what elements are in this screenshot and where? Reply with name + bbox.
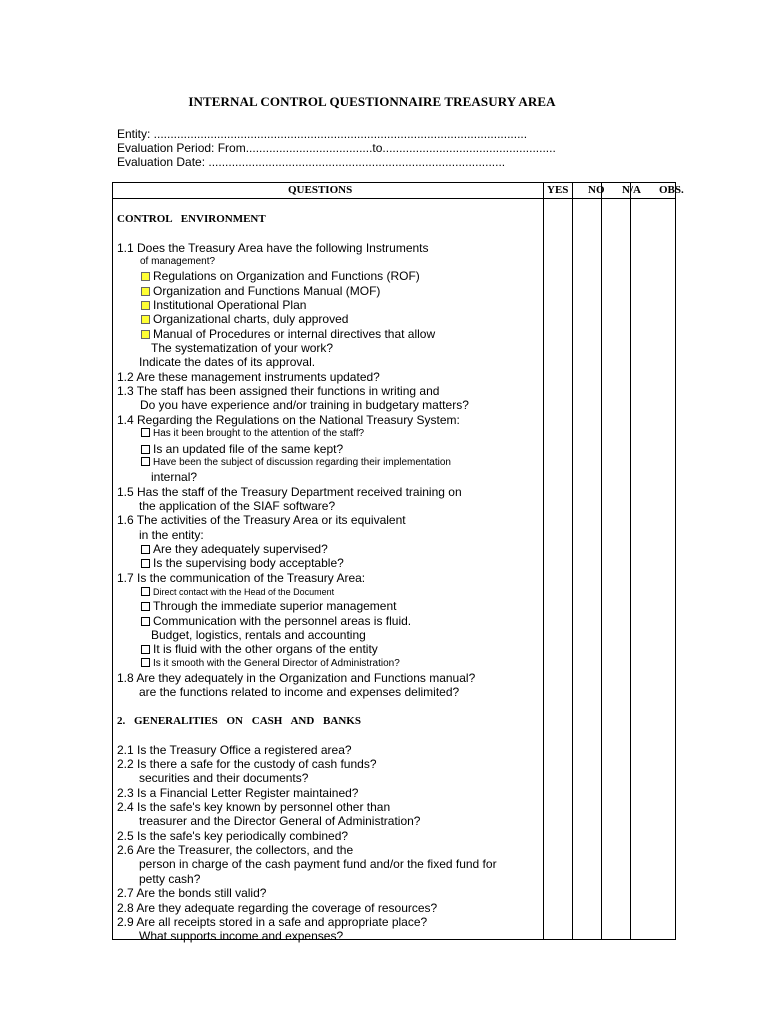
question-line: Indicate the dates of its approval. bbox=[139, 355, 316, 370]
section-heading: 2. GENERALITIES ON CASH AND BANKS bbox=[117, 715, 361, 728]
column-header-no: NO bbox=[588, 184, 605, 196]
option-label: Direct contact with the Head of the Document bbox=[153, 586, 335, 597]
option-label: Communication with the personnel areas is fluid. bbox=[153, 613, 412, 628]
question-line: 1.1 Does the Treasury Area have the following Instruments bbox=[117, 240, 429, 255]
question-line: 1.2 Are these management instruments updated? bbox=[117, 369, 380, 384]
column-divider-yes bbox=[572, 182, 573, 940]
question-line: 1.6 The activities of the Treasury Area or its equivalent bbox=[117, 513, 406, 528]
option-label: Regulations on Organization and Functions (ROF) bbox=[153, 269, 420, 284]
header-row-divider bbox=[112, 198, 676, 199]
option-label: Have been the subject of discussion regarding their implementation bbox=[153, 456, 451, 468]
question-line: 2.7 Are the bonds still valid? bbox=[117, 886, 267, 901]
question-line: 1.8 Are they adequately in the Organization and Functions manual? bbox=[117, 671, 476, 685]
question-line: 2.4 Is the safe's key known by personnel other than bbox=[117, 800, 391, 815]
column-header-yes: YES bbox=[547, 184, 569, 196]
question-line: Budget, logistics, rentals and accounting bbox=[151, 627, 366, 642]
column-divider-no bbox=[601, 182, 602, 940]
evaluation-date-line: Evaluation Date: ......................................................................................... bbox=[117, 155, 506, 169]
section-heading: CONTROL ENVIRONMENT bbox=[117, 213, 266, 225]
question-line: 2.8 Are they adequate regarding the coverage of resources? bbox=[117, 900, 438, 915]
question-line: 2.1 Is the Treasury Office a registered area? bbox=[117, 742, 352, 757]
questions-column bbox=[117, 212, 542, 944]
checkbox-icon[interactable] bbox=[141, 602, 150, 611]
checkbox-icon[interactable] bbox=[141, 272, 150, 281]
question-line: 2.2 Is there a safe for the custody of cash funds? bbox=[117, 757, 377, 772]
question-line: the application of the SIAF software? bbox=[139, 498, 336, 513]
option-label: Institutional Operational Plan bbox=[153, 298, 307, 313]
evaluation-header bbox=[117, 127, 556, 169]
question-line: 1.4 Regarding the Regulations on the National Treasury System: bbox=[117, 412, 460, 427]
column-divider-na bbox=[630, 182, 631, 940]
question-line: of management? bbox=[140, 256, 216, 268]
option-label: Manual of Procedures or internal directives that allow bbox=[153, 326, 436, 341]
question-line: 2.3 Is a Financial Letter Register maintained? bbox=[117, 785, 359, 800]
document-title: INTERNAL CONTROL QUESTIONNAIRE TREASURY AREA bbox=[188, 94, 556, 109]
option-label: Is an updated file of the same kept? bbox=[153, 441, 344, 456]
question-line: are the functions related to income and expenses delimited? bbox=[139, 685, 460, 700]
column-header-na: N/A bbox=[622, 184, 641, 196]
column-header-obs: OBS. bbox=[659, 184, 684, 196]
option-label: Organization and Functions Manual (MOF) bbox=[153, 283, 381, 298]
question-line: 2.5 Is the safe's key periodically combined? bbox=[117, 828, 349, 843]
entity-line: Entity: ................................................................................................................ bbox=[117, 127, 528, 141]
question-line: Do you have experience and/or training in budgetary matters? bbox=[140, 398, 469, 413]
evaluation-period-line: Evaluation Period: From......................................to.................................................... bbox=[117, 141, 556, 155]
option-label: It is fluid with the other organs of the entity bbox=[153, 642, 378, 657]
question-line: petty cash? bbox=[139, 871, 201, 886]
question-line: What supports income and expenses? bbox=[139, 929, 344, 944]
checkbox-icon[interactable] bbox=[141, 559, 150, 568]
checkbox-icon[interactable] bbox=[141, 457, 150, 466]
checkbox-icon[interactable] bbox=[141, 315, 150, 324]
checkbox-icon[interactable] bbox=[141, 330, 150, 339]
checkbox-icon[interactable] bbox=[141, 587, 150, 596]
question-line: internal? bbox=[151, 470, 198, 485]
option-label: Organizational charts, duly approved bbox=[153, 312, 349, 327]
option-label: Is the supervising body acceptable? bbox=[153, 556, 344, 571]
option-label: Has it been brought to the attention of the staff? bbox=[153, 428, 365, 440]
question-line: The systematization of your work? bbox=[151, 341, 334, 356]
column-header-questions: QUESTIONS bbox=[288, 184, 353, 196]
checkbox-icon[interactable] bbox=[141, 545, 150, 554]
question-line: 2.9 Are all receipts stored in a safe and appropriate place? bbox=[117, 914, 428, 929]
column-divider-questions bbox=[543, 182, 544, 940]
option-label: Are they adequately supervised? bbox=[153, 541, 328, 556]
question-line: treasurer and the Director General of Administration? bbox=[139, 814, 421, 829]
question-line: 1.5 Has the staff of the Treasury Department received training on bbox=[117, 484, 462, 499]
checkbox-icon[interactable] bbox=[141, 645, 150, 654]
checkbox-icon[interactable] bbox=[141, 428, 150, 437]
checkbox-icon[interactable] bbox=[141, 301, 150, 310]
checkbox-icon[interactable] bbox=[141, 617, 150, 626]
option-label: Through the immediate superior management bbox=[153, 599, 397, 614]
question-line: in the entity: bbox=[139, 527, 204, 542]
question-line: securities and their documents? bbox=[139, 771, 309, 786]
question-line: 2.6 Are the Treasurer, the collectors, and the bbox=[117, 843, 354, 858]
question-line: 1.7 Is the communication of the Treasury Area: bbox=[117, 570, 366, 585]
checkbox-icon[interactable] bbox=[141, 658, 150, 667]
checkbox-icon[interactable] bbox=[141, 445, 150, 454]
question-line: 1.3 The staff has been assigned their functions in writing and bbox=[117, 384, 440, 399]
checkbox-icon[interactable] bbox=[141, 287, 150, 296]
question-line: person in charge of the cash payment fund and/or the fixed fund for bbox=[139, 857, 497, 872]
option-label: Is it smooth with the General Director of Administration? bbox=[153, 657, 400, 669]
